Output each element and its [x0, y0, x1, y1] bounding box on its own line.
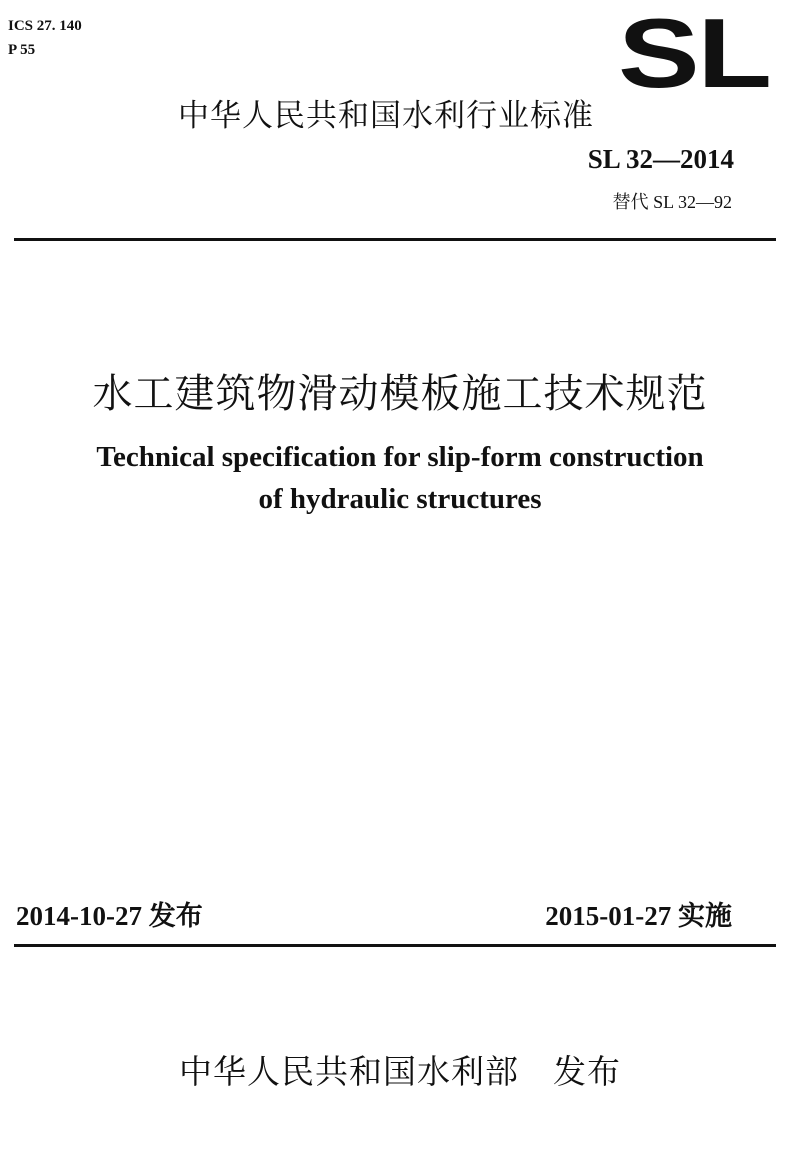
ics-code: [8, 14, 82, 62]
top-divider: [14, 238, 776, 241]
sl-logo: SL: [618, 0, 770, 108]
classification-code: P 55: [8, 42, 36, 58]
document-title-chinese: 水工建筑物滑动模板施工技术规范: [92, 371, 708, 417]
title-en-line-2: of hydraulic structures: [258, 483, 542, 515]
bottom-divider: [14, 944, 776, 947]
publisher: 中华人民共和国水利部 发布: [179, 1052, 621, 1091]
document-title-english: [0, 436, 800, 520]
implementation-date: 2015-01-27 实施: [545, 901, 732, 931]
standard-number: SL 32—2014: [587, 144, 734, 174]
replaces-standard: 替代 SL 32—92: [612, 192, 732, 212]
ics-number: ICS 27. 140: [8, 18, 82, 34]
issue-date: 2014-10-27 发布: [16, 901, 203, 931]
title-en-line-1: Technical specification for slip-form construction: [96, 441, 704, 473]
industry-standard-heading: [0, 90, 800, 135]
industry-standard-text: 中华人民共和国水利行业标准: [178, 98, 594, 134]
